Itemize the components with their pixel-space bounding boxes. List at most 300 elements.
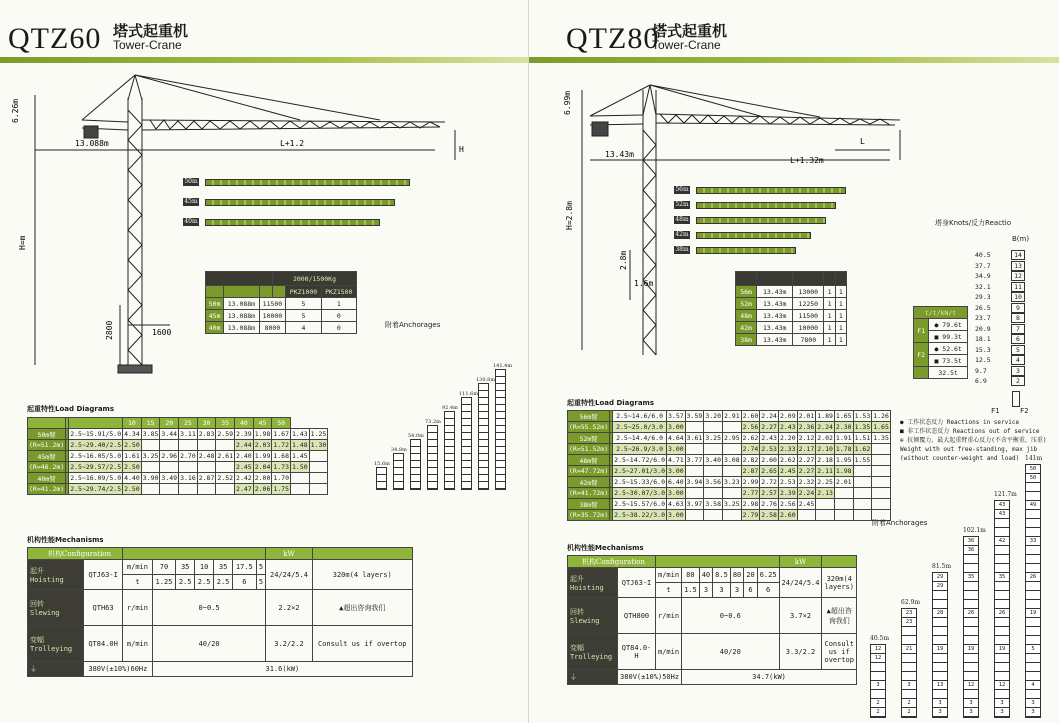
jib-variant	[674, 216, 846, 224]
anchorage-cell	[933, 672, 947, 681]
load-cell: 3.20	[705, 412, 721, 420]
load-cell	[704, 510, 723, 521]
load-cell: 2.18	[817, 456, 833, 464]
load-cell: 1.73	[273, 463, 290, 471]
load-cell	[141, 440, 160, 451]
load-cell: 2.03	[254, 441, 271, 449]
anchorage-cell: 19	[933, 645, 947, 654]
load-cell: 2.57	[761, 489, 777, 497]
load-cell: 2.11	[817, 467, 833, 475]
anchorage-cell: 29	[933, 573, 947, 582]
load-cell: 2.5~15.91/5.0	[70, 430, 122, 438]
anchorage-cell: 2	[871, 708, 885, 717]
load-cell: 3.00	[668, 489, 684, 497]
anchorage-height-label: 73.2m	[425, 419, 441, 425]
left-dim-height-top: 6.26m	[11, 98, 20, 123]
load-cell: (R=47.72m)	[569, 467, 609, 475]
load-cell: 1.91	[835, 434, 852, 442]
load-cell	[722, 488, 741, 499]
jib-band	[696, 247, 796, 254]
left-model: QTZ60	[8, 22, 102, 55]
anchorage-cell	[964, 654, 978, 663]
left-dim-jib: L+1.2	[280, 139, 305, 148]
load-cell: 2.62	[742, 434, 759, 442]
mast-base	[1012, 391, 1020, 407]
load-cell: (R=51.2m)	[29, 441, 65, 449]
anchorage-cell: 50	[1026, 474, 1040, 483]
jib-length-tag: 56m	[675, 186, 689, 193]
right-spec-table	[735, 271, 847, 346]
spec-row: 48m 13.43m 11500 1 1	[736, 310, 847, 322]
anchorage-cell	[902, 690, 916, 699]
mech-header-kw: kW	[266, 548, 312, 560]
load-cell: 2.5~14.72/6.0	[614, 456, 666, 464]
anchorage-cell	[995, 582, 1009, 591]
load-row	[568, 433, 891, 444]
anchorage-cell	[964, 582, 978, 591]
spec-row: 38m 13.43m 7800 1 1	[736, 334, 847, 346]
anchorage-cell	[995, 519, 1009, 528]
load-cell: 2.77	[742, 489, 759, 497]
anchorage-cell	[871, 672, 885, 681]
load-cell: 2.09	[779, 412, 796, 420]
load-cell	[704, 422, 723, 433]
anchorage-cell: 12	[964, 681, 978, 690]
load-cell: 2.32	[798, 478, 815, 486]
load-cell: 3.57	[668, 412, 684, 420]
load-cell	[872, 455, 891, 466]
load-cell: 3.00	[668, 467, 684, 475]
left-title	[8, 22, 101, 56]
anchorage-column	[870, 635, 890, 718]
anchorage-cell: 26	[1026, 573, 1040, 582]
spec-row: 56m 13.43m 13000 1 1	[736, 286, 847, 298]
load-cell	[216, 484, 235, 495]
load-cell: 2.12	[798, 434, 815, 442]
load-cell: 1.30	[310, 441, 327, 449]
load-cell: 2.52	[217, 474, 234, 482]
right-title-text	[652, 24, 727, 52]
load-cell: 1.26	[873, 412, 889, 420]
right-title-cn: 塔式起重机	[652, 22, 728, 40]
mech-row-hoisting: 起升 Hoisting QTJ63-I m/min 70 35 10 35 17.5 5 24/24/5.4 320m(4 layers)	[28, 560, 413, 575]
load-cell: 1.89	[817, 412, 833, 420]
load-cell	[853, 477, 872, 488]
load-cell: 1.68	[273, 452, 290, 460]
right-mech-title: 机构性能Mechanisms	[567, 544, 644, 552]
right-reaction-title: 塔身Knots/反力Reactio	[935, 219, 1012, 227]
load-cell: 52m臂	[568, 433, 610, 444]
anchorage-cell	[1026, 510, 1040, 519]
anchorage-column	[408, 433, 424, 490]
mech-row-slewing: 回转 Slewing QTH63 r/min 0~0.5 2.2×2 ▲超出咨询我们	[28, 590, 413, 626]
load-cell: 2.44	[236, 441, 252, 449]
left-green-bar	[0, 57, 528, 63]
load-cell	[179, 440, 198, 451]
anchorage-cell	[964, 636, 978, 645]
right-title-en: Tower-Crane	[652, 38, 721, 52]
jib-band	[205, 219, 380, 226]
load-cell: 2.20	[779, 434, 796, 442]
load-cell: 2.45	[236, 463, 252, 471]
load-row	[568, 455, 891, 466]
right-model: QTZ80	[566, 22, 660, 55]
load-cell: 2.60	[779, 511, 796, 519]
load-cell: 2.27	[798, 467, 815, 475]
load-cell: 2.98	[742, 500, 759, 508]
load-cell: 4.64	[668, 434, 684, 442]
load-cell: 3.08	[723, 456, 740, 464]
load-cell: 2.87	[742, 467, 759, 475]
load-cell	[309, 451, 328, 462]
anchorage-cell: 21	[902, 645, 916, 654]
mech-row-hoisting: 起升 Hoisting QTJ63-I m/min 80 40 8.5 80 20 6.25 24/24/5.4 320m(4 layers)	[568, 568, 857, 583]
load-cell	[685, 488, 704, 499]
anchorage-cell	[1026, 483, 1040, 492]
jib-variant	[674, 231, 846, 239]
load-cell: 3.90	[142, 474, 159, 482]
load-cell	[797, 510, 816, 521]
load-cell: 3.16	[180, 474, 196, 482]
load-header-cell: 50	[272, 418, 291, 429]
load-cell: 4.71	[668, 456, 684, 464]
right-load-table	[567, 410, 891, 521]
anchorage-cell	[902, 672, 916, 681]
load-cell: 2.43	[779, 423, 796, 431]
anchorage-cell: 28	[933, 609, 947, 618]
load-cell: 1.45	[292, 452, 308, 460]
left-anchorage-columns	[376, 318, 516, 490]
load-cell: 2.56	[779, 500, 796, 508]
load-cell	[685, 466, 704, 477]
legend-line: Weight with out free-standing, max jib	[900, 446, 1038, 453]
anchorage-cell	[1026, 546, 1040, 555]
load-row	[568, 488, 891, 499]
load-cell	[704, 488, 723, 499]
load-cell: 2.76	[761, 500, 777, 508]
load-cell: 1.78	[835, 445, 852, 453]
anchorage-column	[425, 419, 441, 490]
load-cell: 2.5~25.0/3.0	[613, 422, 667, 433]
jib-band	[696, 187, 846, 194]
load-cell: 40m臂	[28, 473, 66, 484]
load-cell: 2.02	[817, 434, 833, 442]
anchorage-cell: 33	[1026, 537, 1040, 546]
load-cell: 2.5~38.22/3.0	[614, 511, 666, 519]
anchorage-cell: 19	[964, 645, 978, 654]
load-cell: 1.67	[273, 430, 290, 438]
left-load-table	[27, 417, 328, 495]
load-cell: 2.42	[236, 474, 252, 482]
load-cell	[722, 510, 741, 521]
anchorage-cell	[871, 663, 885, 672]
load-cell: 3.23	[723, 478, 740, 486]
load-cell: 2.5~14.6/6.0	[613, 411, 667, 422]
left-mech-title: 机构性能Mechanisms	[27, 536, 104, 544]
right-dim-jib: L+1.32m	[790, 156, 824, 165]
load-cell: 2.13	[817, 489, 833, 497]
left-mech-table	[27, 547, 413, 677]
load-row	[568, 477, 891, 488]
anchorage-cell	[1026, 627, 1040, 636]
anchorage-cell	[995, 591, 1009, 600]
load-cell: 1.98	[254, 430, 271, 438]
load-cell: 2.58	[761, 511, 777, 519]
f2-label: F2	[1020, 407, 1029, 415]
load-cell	[291, 484, 310, 495]
load-cell: 1.95	[835, 456, 852, 464]
height-row: 37.7 13	[975, 261, 1035, 272]
load-cell	[853, 466, 872, 477]
anchorage-cell	[1026, 654, 1040, 663]
jib-variant	[674, 201, 846, 209]
anchorage-cell: 19	[995, 645, 1009, 654]
load-row	[28, 440, 328, 451]
anchorage-cell	[995, 672, 1009, 681]
load-cell: 3.97	[686, 500, 703, 508]
load-cell: 2.53	[779, 478, 796, 486]
load-cell: 1.51	[854, 434, 871, 442]
load-cell	[872, 466, 891, 477]
anchorage-cell	[995, 546, 1009, 555]
anchorage-cell: 35	[964, 573, 978, 582]
load-cell: 3.25	[142, 452, 159, 460]
anchorage-cell	[1026, 582, 1040, 591]
load-cell: 2.61	[217, 452, 234, 460]
left-title-text	[113, 24, 188, 52]
right-anchorages-label: 附着Anchorages	[872, 519, 928, 527]
load-cell	[834, 488, 853, 499]
load-cell: 42m臂	[568, 477, 610, 488]
load-cell: 3.44	[161, 430, 178, 438]
anchorage-cell: 23	[902, 609, 916, 618]
anchorage-cell	[964, 564, 978, 573]
anchorage-column	[1025, 455, 1041, 718]
left-title-en: Tower-Crane	[113, 38, 182, 52]
load-cell	[685, 422, 704, 433]
load-cell: 2.25	[817, 478, 833, 486]
load-header-cell	[69, 418, 123, 429]
anchorage-cell	[995, 600, 1009, 609]
anchorage-cell: 43	[995, 510, 1009, 519]
load-header-cell: 25	[179, 418, 198, 429]
load-cell: 1.62	[854, 445, 871, 453]
left-dim-counter-jib: 13.088m	[75, 139, 109, 148]
anchorage-cell	[964, 618, 978, 627]
left-dim-right-h: H	[459, 145, 464, 154]
load-cell: 2.70	[180, 452, 196, 460]
height-row: 23.7 8	[975, 313, 1035, 324]
anchorage-cell	[1026, 600, 1040, 609]
load-cell: 2.5~29.57/2.5	[70, 463, 122, 471]
load-cell: 2.24	[817, 423, 833, 431]
anchorage-cell	[871, 690, 885, 699]
load-cell	[704, 444, 723, 455]
mech-row-power: ⏚ 380V(±10%)50Hz 34.7(kW)	[568, 670, 857, 685]
load-cell: 3.49	[161, 474, 178, 482]
load-cell	[685, 444, 704, 455]
anchorage-cell	[964, 672, 978, 681]
load-cell: 3.85	[142, 430, 159, 438]
right-heights-column	[975, 250, 1035, 387]
load-cell: 2.24	[798, 489, 815, 497]
load-cell	[197, 440, 216, 451]
right-dim-mast: H=2.8m	[565, 201, 574, 230]
load-cell: 2.5~29.40/2.5	[70, 441, 122, 449]
anchorage-cell	[995, 555, 1009, 564]
load-cell: 3.58	[705, 500, 721, 508]
anchorage-column	[459, 391, 479, 490]
legend-line: ● 工作状态反力 Reactions in service	[900, 419, 1020, 426]
jib-band	[696, 217, 826, 224]
anchorage-cell	[995, 636, 1009, 645]
load-cell	[291, 473, 310, 484]
left-anchorages-label: 附着Anchorages	[385, 321, 441, 329]
load-row	[568, 510, 891, 521]
anchorage-cell	[933, 636, 947, 645]
mech-row-hoisting-falls: t 1.5 3 3 3 6 6	[568, 583, 857, 598]
load-cell: 2.96	[161, 452, 178, 460]
right-heights-label: B(m)	[1012, 235, 1030, 243]
right-title	[566, 22, 659, 56]
load-cell: 1.35	[873, 434, 889, 442]
load-cell: 3.25	[723, 500, 740, 508]
jib-length-tag: 38m	[675, 246, 689, 253]
load-cell	[722, 466, 741, 477]
anchorage-cell: 42	[995, 537, 1009, 546]
load-cell: 3.00	[668, 423, 684, 431]
height-row: 12.5 4	[975, 355, 1035, 366]
load-cell: (R=35.72m)	[569, 511, 609, 519]
mech-row-power: ⏚ 380V(±10%)60Hz 31.6(kW)	[28, 662, 413, 677]
left-dim-base-w: 1600	[152, 328, 172, 337]
left-spec-table	[205, 271, 357, 334]
load-cell: 2.79	[742, 511, 759, 519]
anchorage-cell	[933, 690, 947, 699]
load-cell: 2.91	[723, 412, 740, 420]
load-row	[28, 473, 328, 484]
load-cell: 2.48	[198, 452, 215, 460]
load-cell: 2.27	[761, 423, 777, 431]
anchorage-cell: 3	[995, 708, 1009, 717]
load-cell: 2.62	[779, 456, 796, 464]
load-cell	[141, 484, 160, 495]
load-row	[28, 451, 328, 462]
load-cell: 3.77	[686, 456, 703, 464]
load-cell: 48m臂	[568, 455, 610, 466]
load-cell: 3.00	[668, 511, 684, 519]
mech-row-trolleying: 变幅 Trolleying QT84.0H m/min 40/20 3.2/2.2 Consult us if overtop	[28, 626, 413, 662]
anchorage-column	[901, 599, 921, 718]
load-row	[568, 466, 891, 477]
load-cell: 2.65	[761, 467, 777, 475]
load-cell: 2.87	[198, 474, 215, 482]
load-cell	[160, 440, 179, 451]
right-dim-cab: 2.8m	[619, 250, 628, 270]
anchorage-cell	[964, 600, 978, 609]
load-cell: 2.5~27.01/3.0	[614, 467, 666, 475]
anchorage-height-label: 121.7m	[994, 491, 1017, 498]
load-cell: 1.55	[854, 456, 871, 464]
load-row	[28, 484, 328, 495]
load-cell: (R=55.52m)	[569, 423, 609, 431]
anchorage-cell: 3	[933, 699, 947, 708]
load-cell: 1.72	[273, 441, 290, 449]
load-cell: 2.60	[742, 412, 759, 420]
anchorage-cell	[995, 618, 1009, 627]
anchorage-cell	[1026, 672, 1040, 681]
anchorage-cell: 50	[1026, 465, 1040, 474]
load-cell: 2.95	[723, 434, 740, 442]
load-cell: 2.33	[779, 445, 796, 453]
load-cell: 4.40	[124, 474, 140, 482]
anchorage-cell	[995, 654, 1009, 663]
load-cell	[872, 477, 891, 488]
load-header-cell: 10	[123, 418, 142, 429]
anchorage-cell: 26	[995, 609, 1009, 618]
anchorage-cell	[1026, 519, 1040, 528]
anchorage-cell: 43	[995, 501, 1009, 510]
load-header-cell: 35	[216, 418, 235, 429]
anchorage-height-label: 40.5m	[870, 635, 890, 642]
load-cell	[872, 444, 891, 455]
anchorage-cell	[902, 654, 916, 663]
anchorage-cell	[933, 600, 947, 609]
anchorage-height-label: 111.6m	[459, 391, 479, 397]
anchorage-cell: 19	[1026, 609, 1040, 618]
reaction-row: 32.5t	[914, 367, 968, 379]
anchorage-cell	[933, 591, 947, 600]
right-reaction-table: t/t/kN/t F1 ● 79.6t ■ 99.3t F2 ● 52.6t ■ 73.5t 32.5t	[913, 306, 968, 379]
anchorage-height-label: 54.0m	[408, 433, 424, 439]
load-cell: (R=51.52m)	[569, 445, 609, 453]
load-cell: 1.50	[292, 463, 308, 471]
anchorage-cell: 35	[995, 573, 1009, 582]
anchorage-cell	[964, 555, 978, 564]
load-cell: 3.94	[686, 478, 703, 486]
left-dim-mast: H=m	[18, 235, 27, 250]
height-row: 15.3 5	[975, 345, 1035, 356]
height-row: 32.1 11	[975, 282, 1035, 293]
load-cell: 2.83	[198, 430, 215, 438]
load-cell: 2.72	[761, 478, 777, 486]
anchorage-cell	[995, 528, 1009, 537]
anchorage-height-label: 141.4m	[493, 363, 513, 369]
anchorage-cell	[902, 663, 916, 672]
load-cell: 2.5~14.4/6.0	[613, 433, 667, 444]
anchorage-cell: 23	[902, 618, 916, 627]
load-cell: 2.5~16.09/5.0	[70, 474, 122, 482]
load-header-cell: 15	[141, 418, 160, 429]
anchorage-height-label: 130.8m	[476, 377, 496, 383]
load-cell: 3.56	[705, 478, 721, 486]
anchorage-cell: 2	[902, 699, 916, 708]
anchorage-cell: 13	[933, 681, 947, 690]
plug-icon: ⏚	[568, 670, 618, 685]
load-cell: 1.25	[310, 430, 327, 438]
load-cell: 2.50	[124, 441, 140, 449]
load-row	[568, 444, 891, 455]
anchorage-cell	[933, 663, 947, 672]
load-cell: 2.60	[761, 456, 777, 464]
load-cell: 3.61	[686, 434, 703, 442]
load-cell: 3.59	[686, 412, 703, 420]
anchorage-height-label: 34.8m	[391, 447, 407, 453]
anchorage-cell	[995, 627, 1009, 636]
load-cell: 2.99	[742, 478, 759, 486]
jib-variant	[183, 198, 410, 206]
jib-band	[696, 232, 811, 239]
